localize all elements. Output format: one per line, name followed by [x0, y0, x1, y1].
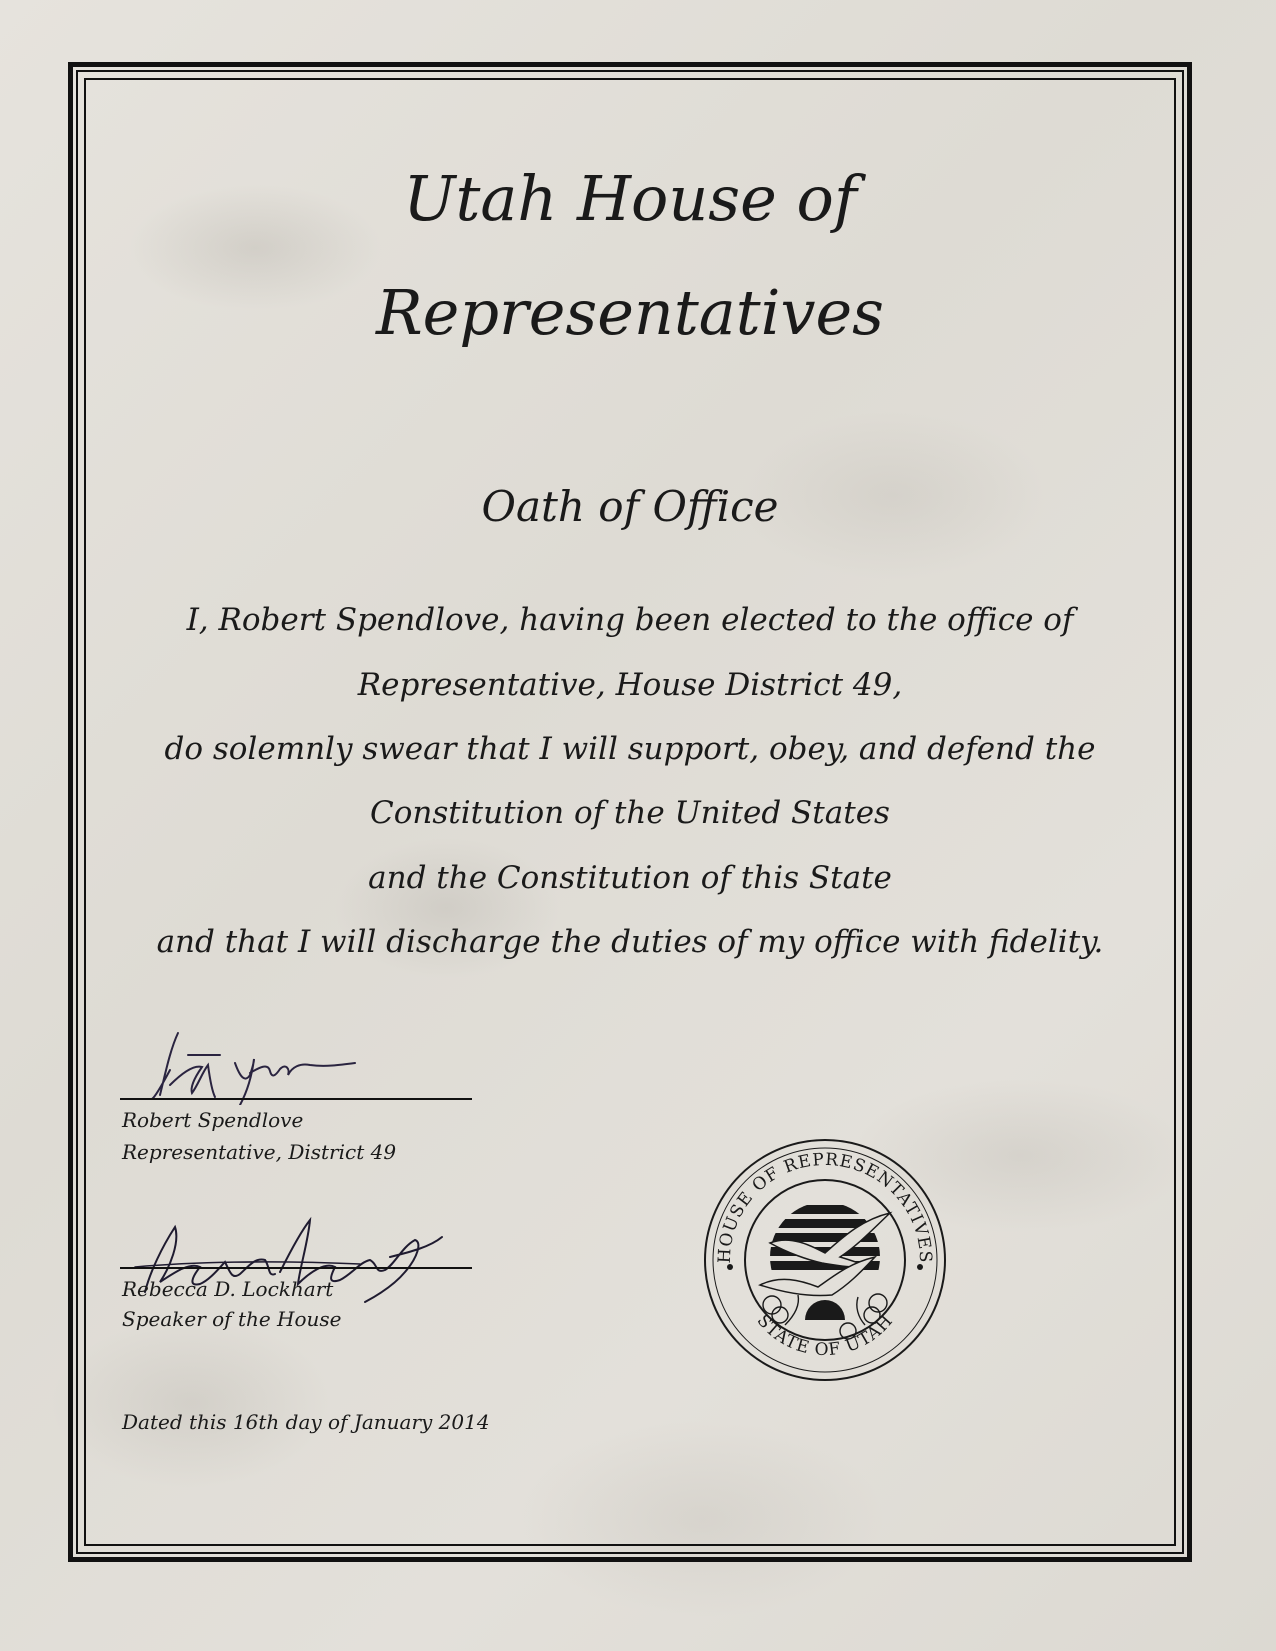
oath-line-5: and the Constitution of this State [368, 860, 892, 896]
oath-line-1: I, Robert Spendlove, having been elected to the office of [186, 602, 1074, 638]
state-house-seal [700, 1135, 950, 1385]
title-line-2: Representatives [376, 276, 884, 349]
signatory-1-role: Representative, District 49 [122, 1140, 397, 1164]
representative-signature [140, 1025, 370, 1105]
signatory-2-role: Speaker of the House [122, 1307, 342, 1331]
title-line-1: Utah House of [403, 162, 857, 235]
svg-text:STATE OF UTAH: STATE OF UTAH [752, 1310, 898, 1361]
oath-line-6: and that I will discharge the duties of my office with fidelity. [156, 924, 1104, 960]
oath-line-3: do solemnly swear that I will support, obey, and defend the [164, 731, 1096, 767]
signatory-1-name: Robert Spendlove [122, 1108, 304, 1132]
oath-line-4: Constitution of the United States [370, 795, 890, 831]
oath-line-2: Representative, House District 49, [357, 667, 903, 703]
signatory-2-name: Rebecca D. Lockhart [122, 1277, 334, 1301]
signature-line-2 [120, 1267, 472, 1269]
dated-line: Dated this 16th day of January 2014 [122, 1410, 490, 1434]
svg-text:HOUSE OF REPRESENTATIVES: HOUSE OF REPRESENTATIVES [714, 1149, 936, 1264]
oath-subtitle: Oath of Office [481, 482, 779, 531]
signature-line-1 [120, 1098, 472, 1100]
